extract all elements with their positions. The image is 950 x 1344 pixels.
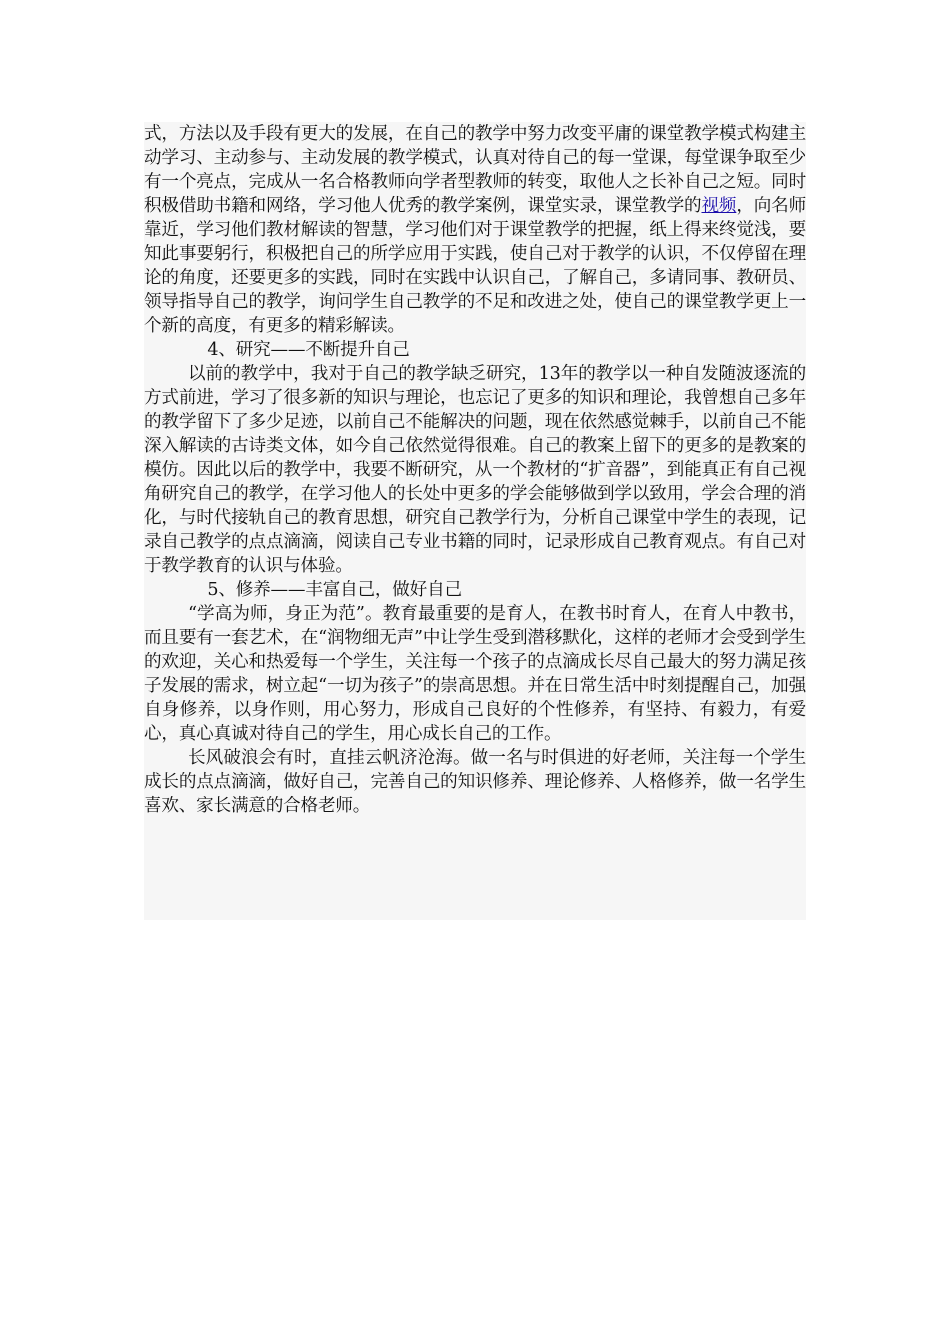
article-body: [144, 122, 806, 818]
paragraph-conclusion: 长风破浪会有时，直挂云帆济沧海。做一名与时俱进的好老师，关注每一个学生成长的点点滴滴，做好自己，完善自己的知识修养、理论修养、人格修养，做一名学生喜欢、家长满意的合格老师。: [144, 748, 806, 816]
document-content: [144, 122, 806, 920]
section-heading-cultivation: 5、修养——丰富自己，做好自己: [207, 580, 462, 600]
paragraph-continued: [144, 122, 806, 338]
video-link[interactable]: 视频: [701, 196, 737, 216]
paragraph-cultivation: “学高为师，身正为范”。教育最重要的是育人，在教书时育人，在育人中教书，而且要有一套艺术，在“润物细无声”中让学生受到潜移默化，这样的老师才会受到学生的欢迎，关心和热爱每一个学生，关注每一个孩子的点滴成长尽自己最大的努力满足孩子发展的需求，树立起“一切为孩子”的崇高思想。并在日常生活中时刻提醒自己，加强自身修养，以身作则，用心努力，形成自己良好的个性修养，有坚持、有毅力，有爱心，真心真诚对待自己的学生，用心成长自己的工作。: [144, 604, 806, 744]
paragraph-text-after-link: ，向名师靠近，学习他们教材解读的智慧，学习他们对于课堂教学的把握，纸上得来终觉浅，要知此事要躬行，积极把自己的所学应用于实践，使自己对于教学的认识，不仅停留在理论的角度，还要更多的实践，同时在实践中认识自己，了解自己，多请同事、教研员、领导指导自己的教学，询问学生自己教学的不足和改进之处，使自己的课堂教学更上一个新的高度，有更多的精彩解读。: [144, 196, 806, 336]
paragraph-text-before-link: 式，方法以及手段有更大的发展，在自己的教学中努力改变平庸的课堂教学模式构建主动学习、主动参与、主动发展的教学模式，认真对待自己的每一堂课，每堂课争取至少有一个亮点，完成从一名合格教师向学者型教师的转变，取他人之长补自己之短。同时积极借助书籍和网络，学习他人优秀的教学案例，课堂实录，课堂教学的: [144, 124, 806, 216]
paragraph-research: 以前的教学中，我对于自己的教学缺乏研究，13年的教学以一种自发随波逐流的方式前进，学习了很多新的知识与理论，也忘记了更多的知识和理论，我曾想自己多年的教学留下了多少足迹，以前自己不能解决的问题，现在依然感觉棘手，以前自己不能深入解读的古诗类文体，如今自己依然觉得很难。自己的教案上留下的更多的是教案的模仿。因此以后的教学中，我要不断研究，从一个教材的“扩音器”，到能真正有自己视角研究自己的教学，在学习他人的长处中更多的学会能够做到学以致用，学会合理的消化，与时代接轨自己的教育思想，研究自己教学行为，分析自己课堂中学生的表现，记录自己教学的点点滴滴，阅读自己专业书籍的同时，记录形成自己教育观点。有自己对于教学教育的认识与体验。: [144, 364, 806, 576]
section-heading-research: 4、研究——不断提升自己: [207, 340, 410, 360]
